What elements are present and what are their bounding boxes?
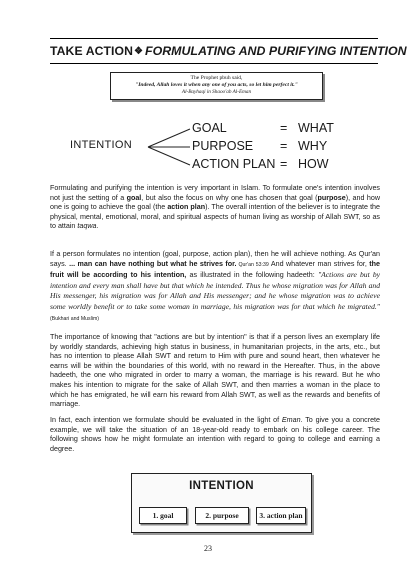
text: , but also the focus on why one has chosen that goal ( <box>141 193 318 202</box>
hadeeth-source: (Bukhari and Muslim) <box>50 315 100 322</box>
text: And whatever man strives for, <box>268 259 370 268</box>
quote-intro: The Prophet pbuh said, <box>190 75 243 81</box>
row-term: PURPOSE <box>192 139 254 153</box>
intention-box-title: INTENTION <box>189 480 254 492</box>
italic-eman: Eman <box>281 416 301 424</box>
cell-action-plan: 3. action plan <box>256 507 306 524</box>
diagram-row-goal <box>192 121 334 135</box>
quote-text: "Indeed, Allah loves it when any one of you acts, so let him perfect it." <box>135 81 298 88</box>
row-meaning: WHY <box>298 139 328 153</box>
cell-purpose: 2. purpose <box>195 507 249 524</box>
title-prefix: TAKE ACTION <box>50 44 134 58</box>
text: . <box>96 222 99 231</box>
row-eq: = <box>280 157 288 171</box>
bold-action-plan: action plan <box>167 203 206 212</box>
row-term: GOAL <box>192 121 227 135</box>
bold-goal: goal <box>126 193 142 202</box>
diamond-icon: ❖ <box>134 45 143 57</box>
text: Formulating and purifying the intention is very important in Islam. To formulate one's intention involves not just the setting of a <box>50 184 380 202</box>
bold-quran-quote: ... man can have nothing but what he strives for. <box>69 259 237 268</box>
italic-taqwa: taqwa <box>77 222 97 231</box>
text: ). The overall intention of the believer is to integrate the physical, mental, emotional, moral, and spiritual aspects of human living as worship of Allah SWT, so as to attain <box>50 203 380 231</box>
hadith-quote-box <box>110 72 323 100</box>
section-title <box>50 38 407 64</box>
row-meaning: WHAT <box>298 121 334 135</box>
text: . To give you a concrete example, we will take the situation of an 18-year-old ready to embark on his college career. The following shows how he might formulate an intention with regard to going to college and earning a degree. <box>50 416 380 453</box>
row-term: ACTION PLAN <box>192 157 276 171</box>
diagram-row-purpose <box>192 139 327 153</box>
diagram-root: INTENTION <box>70 139 132 151</box>
bold-purpose: purpose <box>317 193 346 202</box>
row-eq: = <box>280 139 288 153</box>
text: If a person formulates no intention (goal, purpose, action plan), then he will achieve nothing. As Qur'an says. <box>50 250 380 268</box>
row-meaning: HOW <box>298 157 329 171</box>
diagram-row-action-plan <box>192 157 329 171</box>
text: as illustrated in the following hadeeth: <box>186 271 318 280</box>
text: In fact, each intention we formulate should be evaluated in the light of <box>50 416 282 424</box>
quote-source: Al-Bayhaqi in Shaoo'ab Al-Eman <box>181 88 252 95</box>
intention-diagram <box>60 116 380 180</box>
hadeeth-quote: "Actions are but by intention and every man shall have but that which he intended. Thus he whose migration was for Allah and His messenger, his migration was for Allah and His messenger; and he whose migration was to achieve some worldly benefit or to take some woman in marriage, his migration was for that which he migrated." <box>50 270 380 311</box>
cell-goal: 1. goal <box>139 507 187 524</box>
paragraph-3: The importance of knowing that "actions are but by intention" is that if a person lives an exemplary life by worldly standards, achieving high status in business, in humanitarian projects, in the arts, etc., but has no intention to please Allah SWT and return to Him with pure and sound heart, then whatever he earns will be within the boundaries of this world, with no reward in the Hereafter. Thus, in the above hadeeth, the one who migrated in order to marry a woman, the marriage is his reward. But he who makes his intention to migrate for the sake of Allah SWT, and then marries a woman in the place to which he has emigrated, he will earn his reward from Allah SWT, as well as the rewards and benefits of marriage. <box>50 333 380 409</box>
row-eq: = <box>280 121 288 135</box>
paragraph-2 <box>50 250 380 324</box>
title-subtitle: FORMULATING AND PURIFYING INTENTION <box>145 44 407 58</box>
quran-reference: Qur'an 53:39 <box>236 261 269 268</box>
paragraph-4 <box>50 416 380 454</box>
intention-box <box>131 473 312 533</box>
bold-fruit: the fruit will be according to his intention, <box>50 259 380 280</box>
branch-lines-icon <box>146 124 192 170</box>
text: ), and how one is going to achieve the goal (the <box>50 193 380 212</box>
page-number: 23 <box>204 544 212 553</box>
paragraph-1 <box>50 184 380 232</box>
